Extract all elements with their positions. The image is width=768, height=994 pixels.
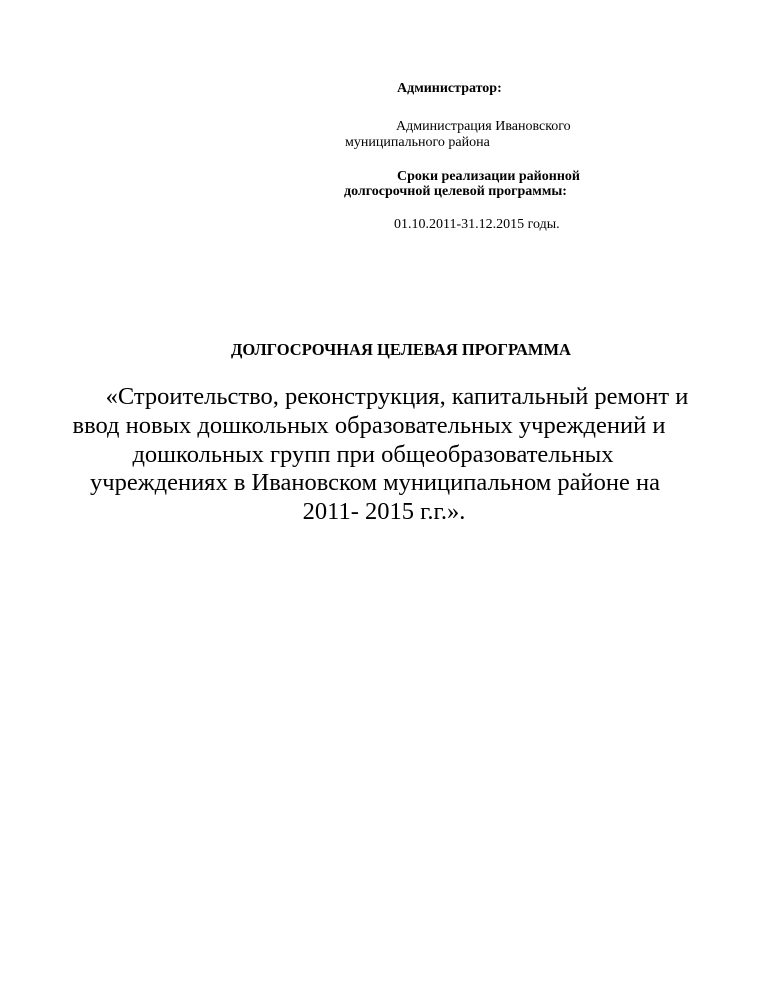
program-title-line-3: дошкольных групп при общеобразовательных xyxy=(132,441,614,468)
program-title-line-1: «Строительство, реконструкция, капитальный ремонт и xyxy=(105,383,689,410)
implementation-period-dates: 01.10.2011-31.12.2015 годы. xyxy=(394,217,560,232)
program-type-heading: ДОЛГОСРОЧНАЯ ЦЕЛЕВАЯ ПРОГРАММА xyxy=(231,340,571,359)
program-title-line-4: учреждениях в Ивановском муниципальном районе на xyxy=(90,469,660,496)
implementation-period-heading-line-1: Сроки реализации районной xyxy=(397,169,580,184)
administrator-name-line-2: муниципального района xyxy=(345,135,490,150)
program-title-line-2: ввод новых дошкольных образовательных учреждений и xyxy=(72,412,666,439)
implementation-period-heading-line-2: долгосрочной целевой программы: xyxy=(344,184,567,199)
administrator-name-line-1: Администрация Ивановского xyxy=(396,119,571,134)
program-title-line-5: 2011- 2015 г.г.». xyxy=(302,498,466,525)
administrator-heading: Администратор: xyxy=(397,81,502,96)
